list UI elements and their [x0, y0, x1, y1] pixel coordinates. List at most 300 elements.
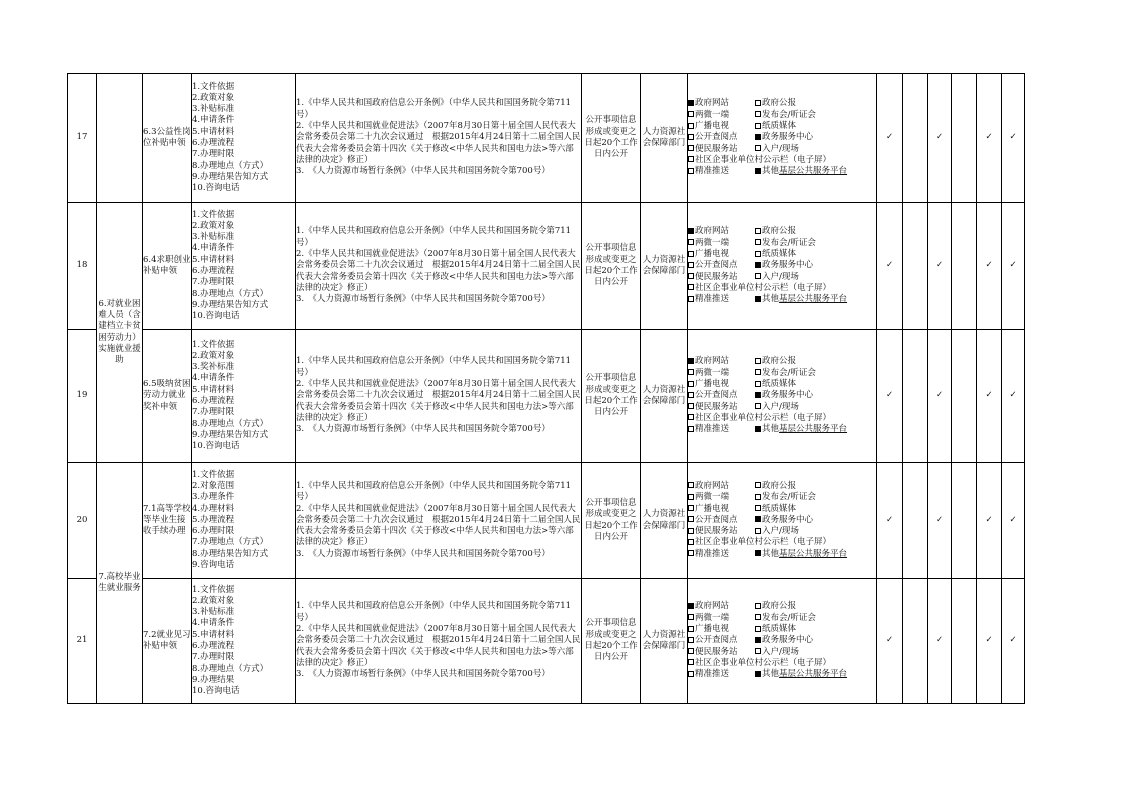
check-cell: ✓: [877, 579, 903, 704]
channel-row: [688, 481, 876, 492]
responsible-dept: 人力资源社会保障部门: [641, 330, 688, 463]
channel-row: [688, 98, 876, 109]
channel-option: [688, 283, 831, 293]
channel-cell: [688, 658, 831, 669]
row-number: 20: [68, 463, 97, 579]
disclosure-item: 9.办理结果告知方式: [192, 429, 269, 440]
check-cell: ✓: [928, 579, 952, 704]
channel-cell: [688, 424, 755, 435]
channel-option: [688, 121, 729, 131]
channel-label: 纸质媒体: [762, 121, 797, 132]
channel-cell: [688, 669, 755, 680]
channel-other-value: 基层公共服务平台: [779, 166, 848, 177]
channel-row: [688, 110, 876, 121]
channel-label: 两微一端: [695, 612, 730, 623]
channel-row: [688, 492, 876, 503]
check-cell: ✓: [1002, 74, 1025, 203]
channel-option: [688, 132, 738, 142]
channel-label: 纸质媒体: [762, 624, 797, 635]
channel-option: [688, 166, 729, 176]
channel-option: [688, 537, 831, 547]
channel-cell: [755, 226, 796, 237]
channel-cell: [688, 402, 755, 413]
channel-label: 精准推送: [695, 294, 730, 305]
channel-cell: [688, 624, 755, 635]
disclosure-item: 7.办理地点（方式）: [192, 537, 269, 548]
unchecked-box-icon: [755, 603, 761, 609]
row-number: 19: [68, 330, 97, 463]
checked-box-icon: [755, 168, 761, 174]
channel-cell: [688, 601, 755, 612]
channel-cell: [688, 647, 755, 658]
disclosure-items: [192, 463, 296, 579]
channel-row: [688, 526, 876, 537]
channel-cell: [755, 669, 847, 680]
unchecked-box-icon: [755, 381, 761, 387]
channel-cell: [755, 402, 799, 413]
channel-cell: [755, 515, 813, 526]
disclosure-item: 9.咨询电话: [192, 560, 235, 571]
channel-label: 其他: [762, 548, 780, 559]
disclosure-item: 1.文件依据: [192, 469, 235, 480]
channel-cell: [688, 98, 755, 109]
channel-option: [688, 402, 738, 412]
table-row: [68, 330, 1025, 463]
channel-label: 发布会/听证会: [762, 612, 816, 623]
check-cell: ✓: [928, 330, 952, 463]
channel-option: [688, 647, 738, 657]
checked-box-icon: [688, 603, 694, 609]
unchecked-box-icon: [755, 145, 761, 151]
checked-box-icon: [755, 392, 761, 398]
channel-option: [755, 601, 796, 611]
check-cell: ✓: [977, 579, 1002, 704]
channel-cell: [755, 624, 796, 635]
disclosure-item: 5.申请材料: [192, 254, 235, 265]
channel-option: [755, 515, 813, 525]
channel-cell: [688, 413, 831, 424]
channel-cell: [755, 379, 796, 390]
category-cell-empty: [97, 74, 143, 203]
channel-label: 便民服务站: [695, 401, 738, 412]
unchecked-box-icon: [688, 111, 694, 117]
check-cell: [903, 203, 928, 330]
channel-option: [688, 238, 729, 248]
channel-option: [755, 613, 816, 623]
channel-option: [755, 669, 847, 679]
channel-option: [755, 368, 816, 378]
disclosure-item: 10.咨询电话: [192, 686, 240, 697]
channel-label: 入户/现场: [762, 143, 799, 154]
disclosure-item: 3.补贴标准: [192, 232, 235, 243]
channel-row: [688, 413, 876, 424]
responsible-dept: 人力资源社会保障部门: [641, 74, 688, 203]
disclosure-item: 4.申请条件: [192, 618, 235, 629]
channel-option: [688, 515, 738, 525]
channel-row: [688, 402, 876, 413]
unchecked-box-icon: [688, 251, 694, 257]
channel-cell: [688, 155, 831, 166]
channel-option: [688, 669, 729, 679]
channel-option: [688, 413, 831, 423]
sub-item: 6.4求职创业补贴申领: [143, 203, 192, 330]
unchecked-box-icon: [688, 239, 694, 245]
disclosure-item: 5.申请材料: [192, 384, 235, 395]
disclosure-item: 9.办理结果告知方式: [192, 171, 269, 182]
channel-label: 纸质媒体: [762, 503, 797, 514]
unchecked-box-icon: [688, 539, 694, 545]
channel-row: [688, 549, 876, 560]
channel-option: [688, 526, 738, 536]
check-cell: [952, 463, 977, 579]
channel-cell: [755, 132, 813, 143]
row-number: 18: [68, 203, 97, 330]
channel-cell: [755, 526, 799, 537]
channel-option: [755, 98, 796, 108]
disclosure-item: 2.政策对象: [192, 220, 235, 231]
channel-row: [688, 226, 876, 237]
channel-option: [688, 390, 738, 400]
unchecked-box-icon: [755, 239, 761, 245]
channel-option: [688, 379, 729, 389]
disclosure-item: 4.申请条件: [192, 115, 235, 126]
channel-option: [688, 98, 729, 108]
check-cell: ✓: [1002, 203, 1025, 330]
channel-option: [755, 647, 799, 657]
channel-option: [688, 492, 729, 502]
channel-option: [755, 549, 847, 559]
disclosure-item: 8.办理地点（方式）: [192, 663, 269, 674]
disclosure-item: 2.对象范围: [192, 480, 235, 491]
channel-cell: [755, 294, 847, 305]
channel-label: 公开查阅点: [695, 390, 738, 401]
channel-cell: [755, 390, 813, 401]
check-cell: ✓: [877, 203, 903, 330]
disclosure-item: 4.申请条件: [192, 243, 235, 254]
channel-option: [688, 658, 831, 668]
disclosure-item: 5.申请材料: [192, 629, 235, 640]
responsible-dept: 人力资源社会保障部门: [641, 203, 688, 330]
checked-box-icon: [755, 637, 761, 643]
channel-option: [755, 492, 816, 502]
channel-cell: [688, 294, 755, 305]
channel-cell: [688, 549, 755, 560]
channel-row: [688, 166, 876, 177]
legal-basis: 1.《中华人民共和国政府信息公开条例》（中华人民共和国国务院令第711号） 2.《中华人民共和国就业促进法》（2007年8月30日第十届全国人民代表大会常务委员会第二十九次会议通过 根据2015年4月24日第十二届全国人民代表大会常务委员会第十四次《关于修改<中华人民共和国电力法>等六部法律的决定》修正） 3. 《人力资源市场暂行条例》（中华人民共和国国务院令第700号）: [296, 330, 582, 463]
channel-row: [688, 121, 876, 132]
check-cell: ✓: [1002, 330, 1025, 463]
disclosure-item: 5.申请材料: [192, 126, 235, 137]
table-row: [68, 203, 1025, 330]
channel-option: [688, 481, 729, 491]
channel-label: 纸质媒体: [762, 249, 797, 260]
channel-row: [688, 658, 876, 669]
unchecked-box-icon: [755, 626, 761, 632]
channel-cell: [755, 635, 813, 646]
responsible-dept: 人力资源社会保障部门: [641, 463, 688, 579]
unchecked-box-icon: [755, 123, 761, 129]
channel-option: [688, 155, 831, 165]
channel-other-value: 基层公共服务平台: [779, 669, 848, 680]
unchecked-box-icon: [755, 369, 761, 375]
check-cell: ✓: [977, 203, 1002, 330]
channel-row: [688, 379, 876, 390]
disclosure-item: 7.办理时限: [192, 652, 235, 663]
channel-option: [688, 356, 729, 366]
disclosure-item: 6.办理时限: [192, 526, 235, 537]
unchecked-box-icon: [755, 251, 761, 257]
disclosure-item: 2.政策对象: [192, 92, 235, 103]
check-cell: [952, 203, 977, 330]
channel-option: [688, 249, 729, 259]
sub-item: 7.2就业见习补贴申领: [143, 579, 192, 704]
unchecked-box-icon: [688, 659, 694, 665]
unchecked-box-icon: [688, 626, 694, 632]
channel-label: 入户/现场: [762, 401, 799, 412]
channel-label: 社区企事业单位村公示栏（电子屏）: [695, 657, 832, 668]
check-cell: ✓: [928, 463, 952, 579]
channel-label: 政府网站: [695, 356, 730, 367]
channel-cell: [688, 526, 755, 537]
category-cell: 6.对就业困难人员（含建档立卡贫困劳动力）实施就业援助: [97, 203, 143, 463]
checked-box-icon: [755, 426, 761, 432]
responsible-dept: 人力资源社会保障部门: [641, 579, 688, 704]
channel-cell: [688, 260, 755, 271]
disclosure-item: 10.咨询电话: [192, 311, 240, 322]
channel-row: [688, 613, 876, 624]
disclosure-item: 6.办理流程: [192, 396, 235, 406]
channel-label: 政务服务中心: [762, 635, 814, 646]
time-limit: 公开事项信息形成或变更之日起20个工作日内公开: [582, 74, 641, 203]
channel-cell: [755, 504, 796, 515]
unchecked-box-icon: [688, 262, 694, 268]
channel-cell: [688, 272, 755, 283]
channel-option: [688, 226, 729, 236]
check-cell: [903, 579, 928, 704]
channel-label: 两微一端: [695, 109, 730, 120]
channel-option: [755, 144, 799, 154]
unchecked-box-icon: [688, 516, 694, 522]
disclosure-item: 8.办理地点（方式）: [192, 418, 269, 429]
disclosure-items: [192, 74, 296, 203]
channel-cell: [688, 121, 755, 132]
time-limit: 公开事项信息形成或变更之日起20个工作日内公开: [582, 330, 641, 463]
channel-option: [688, 424, 729, 434]
channel-other-value: 基层公共服务平台: [779, 294, 848, 305]
check-cell: ✓: [877, 74, 903, 203]
channel-cell: [688, 537, 831, 548]
unchecked-box-icon: [688, 614, 694, 620]
channel-option: [688, 368, 729, 378]
channel-cell: [755, 260, 813, 271]
channel-label: 政府公报: [762, 226, 797, 237]
disclosure-item: 7.办理时限: [192, 407, 235, 418]
unchecked-box-icon: [688, 482, 694, 488]
disclosure-item: 8.办理结果告知方式: [192, 548, 269, 559]
channel-option: [755, 272, 799, 282]
channel-option: [688, 260, 738, 270]
channel-row: [688, 155, 876, 166]
channel-option: [755, 260, 813, 270]
check-cell: [952, 579, 977, 704]
channel-cell: [688, 492, 755, 503]
channel-row: [688, 515, 876, 526]
disclosure-item: 9.办理结果告知方式: [192, 299, 269, 310]
time-limit: 公开事项信息形成或变更之日起20个工作日内公开: [582, 463, 641, 579]
channel-row: [688, 624, 876, 635]
check-cell: [952, 330, 977, 463]
legal-basis: 1.《中华人民共和国政府信息公开条例》（中华人民共和国国务院令第711号） 2.《中华人民共和国就业促进法》（2007年8月30日第十届全国人民代表大会常务委员会第二十九次会议通过 根据2015年4月24日第十二届全国人民代表大会常务委员会第十四次《关于修改<中华人民共和国电力法>等六部法律的决定》修正） 3. 《人力资源市场暂行条例》（中华人民共和国国务院令第700号）: [296, 203, 582, 330]
channel-cell: [755, 144, 799, 155]
unchecked-box-icon: [755, 100, 761, 106]
channel-option: [755, 226, 796, 236]
checked-box-icon: [688, 358, 694, 364]
channel-option: [755, 356, 796, 366]
channel-row: [688, 635, 876, 646]
channel-label: 便民服务站: [695, 646, 738, 657]
unchecked-box-icon: [688, 671, 694, 677]
disclosure-item: 8.办理地点（方式）: [192, 288, 269, 299]
channel-cell: [755, 110, 816, 121]
channel-row: [688, 272, 876, 283]
channel-label: 精准推送: [695, 548, 730, 559]
channel-cell: [688, 166, 755, 177]
channel-row: [688, 260, 876, 271]
channel-label: 政务服务中心: [762, 132, 814, 143]
checked-box-icon: [755, 516, 761, 522]
disclosure-channels: [688, 579, 877, 704]
disclosure-item: 6.办理流程: [192, 641, 235, 651]
channel-cell: [755, 647, 799, 658]
table-row: [68, 74, 1025, 203]
disclosure-item: 1.文件依据: [192, 81, 235, 92]
channel-label: 两微一端: [695, 492, 730, 503]
channel-cell: [688, 515, 755, 526]
channel-label: 公开查阅点: [695, 514, 738, 525]
channel-label: 其他: [762, 294, 780, 305]
legal-basis: 1.《中华人民共和国政府信息公开条例》（中华人民共和国国务院令第711号） 2.《中华人民共和国就业促进法》（2007年8月30日第十届全国人民代表大会常务委员会第二十九次会议通过 根据2015年4月24日第十二届全国人民代表大会常务委员会第十四次《关于修改<中华人民共和国电力法>等六部法律的决定》修正） 3. 《人力资源市场暂行条例》（中华人民共和国国务院令第700号）: [296, 463, 582, 579]
channel-row: [688, 669, 876, 680]
channel-row: [688, 390, 876, 401]
channel-cell: [755, 238, 816, 249]
channel-cell: [688, 379, 755, 390]
channel-row: [688, 368, 876, 379]
sub-item: 6.5吸纳贫困劳动力就业奖补申领: [143, 330, 192, 463]
channel-option: [755, 249, 796, 259]
channel-label: 广播电视: [695, 121, 730, 132]
channel-option: [755, 624, 796, 634]
unchecked-box-icon: [688, 168, 694, 174]
channel-option: [688, 613, 729, 623]
legal-basis: 1.《中华人民共和国政府信息公开条例》（中华人民共和国国务院令第711号） 2.《中华人民共和国就业促进法》（2007年8月30日第十届全国人民代表大会常务委员会第二十九次会议通过 根据2015年4月24日第十二届全国人民代表大会常务委员会第十四次《关于修改<中华人民共和国电力法>等六部法律的决定》修正） 3. 《人力资源市场暂行条例》（中华人民共和国国务院令第700号）: [296, 74, 582, 203]
channel-option: [688, 294, 729, 304]
channel-label: 社区企事业单位村公示栏（电子屏）: [695, 282, 832, 293]
checked-box-icon: [755, 671, 761, 677]
sub-item: 6.3公益性岗位补贴申领: [143, 74, 192, 203]
table-row: [68, 579, 1025, 704]
channel-label: 社区企事业单位村公示栏（电子屏）: [695, 537, 832, 548]
channel-option: [755, 424, 847, 434]
channel-other-value: 基层公共服务平台: [779, 424, 848, 435]
disclosure-item: 3.补贴标准: [192, 104, 235, 115]
channel-label: 便民服务站: [695, 143, 738, 154]
legal-basis: 1.《中华人民共和国政府信息公开条例》（中华人民共和国国务院令第711号） 2.《中华人民共和国就业促进法》（2007年8月30日第十届全国人民代表大会常务委员会第二十九次会议通过 根据2015年4月24日第十二届全国人民代表大会常务委员会第十四次《关于修改<中华人民共和国电力法>等六部法律的决定》修正） 3. 《人力资源市场暂行条例》（中华人民共和国国务院令第700号）: [296, 579, 582, 704]
table-row: [68, 463, 1025, 579]
disclosure-item: 1.文件依据: [192, 339, 235, 350]
unchecked-box-icon: [688, 426, 694, 432]
channel-cell: [688, 144, 755, 155]
channel-cell: [755, 272, 799, 283]
channel-row: [688, 356, 876, 367]
channel-row: [688, 132, 876, 143]
unchecked-box-icon: [755, 111, 761, 117]
channel-cell: [688, 226, 755, 237]
channel-label: 精准推送: [695, 424, 730, 435]
channel-label: 社区企事业单位村公示栏（电子屏）: [695, 154, 832, 165]
check-cell: [952, 74, 977, 203]
check-cell: ✓: [1002, 579, 1025, 704]
channel-option: [755, 294, 847, 304]
channel-cell: [755, 166, 847, 177]
disclosure-item: 1.文件依据: [192, 584, 235, 595]
channel-label: 广播电视: [695, 624, 730, 635]
disclosure-item: 4.办理材料: [192, 503, 235, 514]
disclosure-items: [192, 330, 296, 463]
channel-cell: [755, 492, 816, 503]
channel-label: 其他: [762, 424, 780, 435]
unchecked-box-icon: [688, 648, 694, 654]
category-cell: 7.高校毕业生就业服务: [97, 463, 143, 704]
disclosure-channels: [688, 463, 877, 579]
channel-cell: [755, 613, 816, 624]
disclosure-item: 5.办理流程: [192, 514, 235, 525]
channel-label: 政府网站: [695, 601, 730, 612]
channel-label: 便民服务站: [695, 271, 738, 282]
channel-cell: [688, 238, 755, 249]
unchecked-box-icon: [755, 505, 761, 511]
check-cell: ✓: [928, 74, 952, 203]
row-number: 17: [68, 74, 97, 203]
channel-option: [755, 110, 816, 120]
unchecked-box-icon: [755, 648, 761, 654]
channel-label: 发布会/听证会: [762, 237, 816, 248]
channel-label: 精准推送: [695, 669, 730, 680]
channel-option: [688, 272, 738, 282]
channel-label: 广播电视: [695, 503, 730, 514]
check-cell: [903, 330, 928, 463]
time-limit: 公开事项信息形成或变更之日起20个工作日内公开: [582, 203, 641, 330]
channel-label: 社区企事业单位村公示栏（电子屏）: [695, 412, 832, 423]
channel-label: 广播电视: [695, 249, 730, 260]
channel-label: 政府网站: [695, 226, 730, 237]
sub-item: 7.1高等学校等毕业生接收手续办理: [143, 463, 192, 579]
channel-cell: [755, 601, 796, 612]
channel-row: [688, 647, 876, 658]
unchecked-box-icon: [755, 273, 761, 279]
unchecked-box-icon: [755, 528, 761, 534]
disclosure-item: 3.补贴标准: [192, 607, 235, 618]
unchecked-box-icon: [688, 392, 694, 398]
channel-label: 政府公报: [762, 480, 797, 491]
unchecked-box-icon: [688, 414, 694, 420]
unchecked-box-icon: [755, 403, 761, 409]
unchecked-box-icon: [688, 156, 694, 162]
channel-option: [755, 504, 796, 514]
channel-option: [755, 238, 816, 248]
unchecked-box-icon: [755, 494, 761, 500]
channel-label: 公开查阅点: [695, 132, 738, 143]
channel-label: 入户/现场: [762, 646, 799, 657]
